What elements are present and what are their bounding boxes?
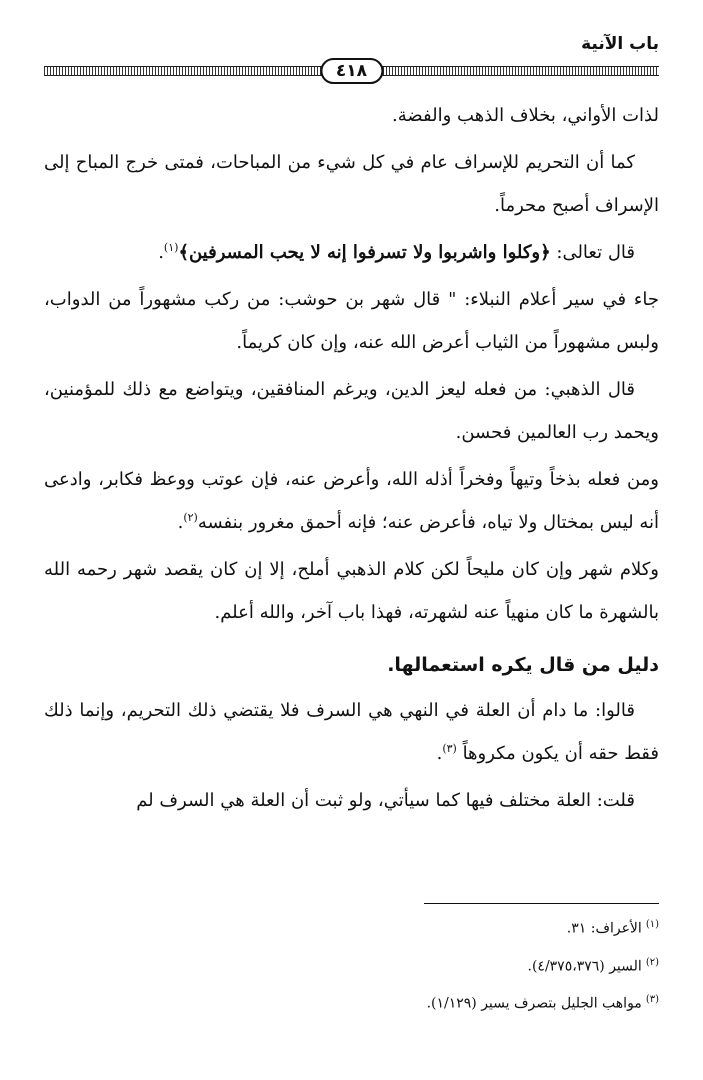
paragraph-5: قال الذهبي: من فعله ليعز الدين، ويرغم المنافقين، ويتواضع مع ذلك للمؤمنين، ويحمد رب العالمين فحسن. (44, 379, 659, 443)
running-header-title: باب الآنية (581, 34, 659, 54)
footnote-text-3: مواهب الجليل بتصرف يسير (١/١٢٩). (426, 995, 642, 1012)
footnote-1 (44, 910, 659, 944)
footnote-separator (424, 903, 659, 904)
paragraph-8: قالوا: ما دام أن العلة في النهي هي السرف فلا يقتضي ذلك التحريم، وإنما ذلك فقط حقه أن يكون مكروهاً $^{(٣)}$. (44, 700, 659, 764)
footnote-2 (44, 948, 659, 982)
footnote-ref-3: (٣) (442, 742, 457, 755)
paragraph-8-text: قالوا: ما دام أن العلة في النهي هي السرف فلا يقتضي ذلك التحريم، وإنما ذلك فقط حقه أن يكون مكروهاً (44, 700, 659, 764)
footnote-mark-1: (١) (645, 919, 659, 930)
section-heading: دليل من قال يكره استعمالها. (387, 654, 659, 676)
paragraph-6-text: ومن فعله بذخاً وتيهاً وفخراً أذله الله، وأعرض عنه، فإن عوتب ووعظ فكابر، وادعى أنه ليس بمختال ولا تياه، فأعرض عنه؛ فإنه أحمق مغرور بنفسه (44, 469, 659, 533)
paragraph-2: كما أن التحريم للإسراف عام في كل شيء من المباحات، فمتى خرج المباح إلى الإسراف أصبح محرماً. (44, 152, 659, 216)
footnote-ref-1: (١) (163, 241, 179, 254)
footnote-3 (44, 985, 659, 1019)
footnote-mark-2: (٢) (645, 956, 659, 968)
paragraph-9: قلت: العلة مختلف فيها كما سيأتي، ولو ثبت أن العلة هي السرف لم (136, 790, 635, 811)
verse-intro: قال تعالى: (550, 242, 635, 263)
paragraph-1: لذات الأواني، بخلاف الذهب والفضة. (392, 105, 659, 126)
paragraph-6: ومن فعله بذخاً وتيهاً وفخراً أذله الله، وأعرض عنه، فإن عوتب ووعظ فكابر، وادعى أنه ليس بمختال ولا تياه، فأعرض عنه؛ فإنه أحمق مغرور بنفسه$^{(٢)}$. (44, 469, 659, 533)
page-number: ٤١٨ (320, 58, 383, 84)
quran-verse: ﴿وكلوا واشربوا ولا تسرفوا إنه لا يحب المسرفين﴾ (178, 242, 551, 263)
paragraph-3: قال تعالى: ﴿وكلوا واشربوا ولا تسرفوا إنه لا يحب المسرفين﴾$^{(١)}$. (158, 241, 635, 263)
footnote-text-1: الأعراف: ٣١. (566, 920, 642, 937)
footnote-ref-2: (٢) (183, 511, 198, 524)
paragraph-4: جاء في سير أعلام النبلاء: " قال شهر بن حوشب: من ركب مشهوراً من الدواب، ولبس مشهوراً من الثياب أعرض الله عنه، وإن كان كريماً. (44, 289, 659, 353)
paragraph-7: وكلام شهر وإن كان مليحاً لكن كلام الذهبي أملح، إلا إن كان يقصد شهر رحمه الله بالشهرة ما كان منهياً عنه لشهرته، فهذا باب آخر، والله أعلم. (44, 559, 659, 623)
footnote-text-2: السير (٤/٣٧٥،٣٧٦). (527, 958, 642, 975)
footnotes (44, 910, 659, 1023)
main-text (44, 94, 659, 822)
footnote-mark-3: (٣) (645, 994, 659, 1006)
